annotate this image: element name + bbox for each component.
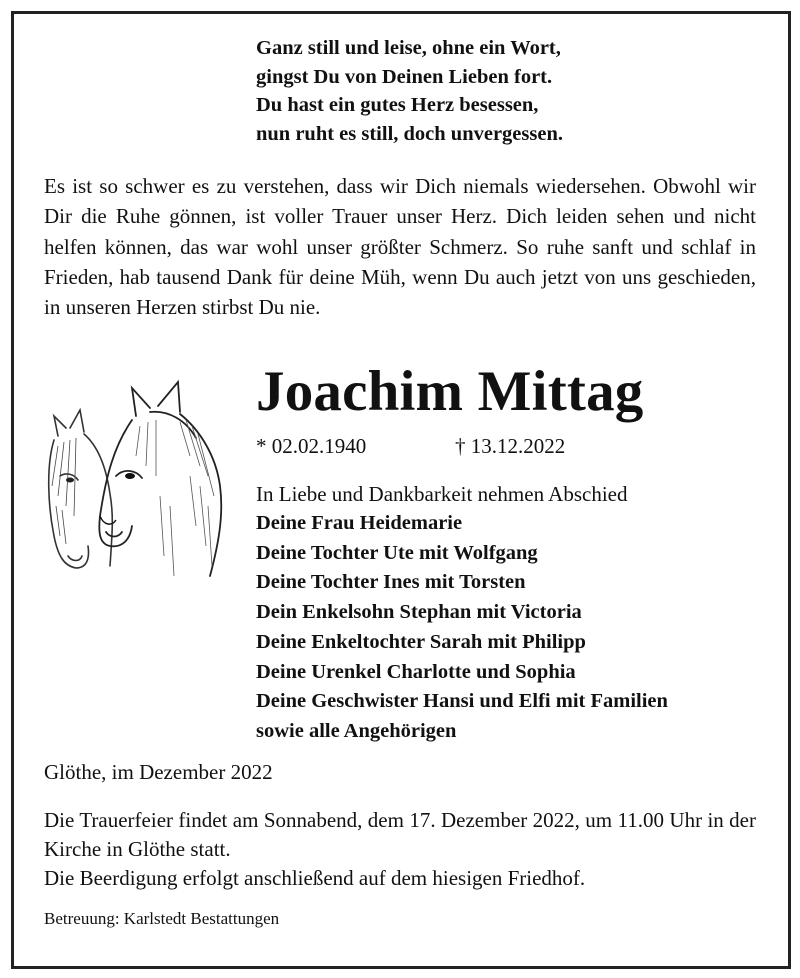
mourner-line: Deine Tochter Ute mit Wolfgang <box>256 541 538 564</box>
place-date: Glöthe, im Dezember 2022 <box>44 760 273 784</box>
poem-line: gingst Du von Deinen Lieben fort. <box>256 65 553 88</box>
funeral-service-text: Die Trauerfeier findet am Sonnabend, dem 17. Dezember 2022, um 11.00 Uhr in der Kirche in Glöthe statt. <box>44 808 756 861</box>
death-date: † 13.12.2022 <box>455 434 566 458</box>
funeral-info <box>44 806 756 893</box>
poem-line: Du hast ein gutes Herz besessen, <box>256 94 539 116</box>
mourner-line: sowie alle Angehörigen <box>256 719 457 742</box>
deceased-name: Joachim Mittag <box>256 360 644 423</box>
mourners-list <box>256 509 668 747</box>
mourner-line: Deine Tochter Ines mit Torsten <box>256 571 526 594</box>
mourner-line: Dein Enkelsohn Stephan mit Victoria <box>256 601 582 624</box>
poem-line: Ganz still und leise, ohne ein Wort, <box>256 37 561 59</box>
memorial-prose: Es ist so schwer es zu verstehen, dass wir Dich niemals wiedersehen. Obwohl wir Dir die Ruhe gönnen, ist voller Trauer unser Herz. Dich leiden sehen und nicht helfen können, das war wohl unser größter Schmerz. So ruhe sanft und schlaf in Frieden, hab tausend Dank für deine Müh, wenn Du auch jetzt von uns geschieden, in unseren Herzen stirbst Du nie. <box>44 174 756 320</box>
mourner-line: Deine Urenkel Charlotte und Sophia <box>256 660 576 683</box>
memorial-poem <box>256 34 563 148</box>
mourner-line: Deine Geschwister Hansi und Elfi mit Familien <box>256 690 668 713</box>
birth-date: * 02.02.1940 <box>256 434 367 458</box>
mourner-line: Deine Frau Heidemarie <box>256 512 463 534</box>
undertaker-credit: Betreuung: Karlstedt Bestattungen <box>44 909 280 928</box>
burial-text: Die Beerdigung erfolgt anschließend auf dem hiesigen Friedhof. <box>44 866 586 890</box>
mourner-line: Deine Enkeltochter Sarah mit Philipp <box>256 630 586 653</box>
farewell-intro: In Liebe und Dankbarkeit nehmen Abschied <box>256 482 628 506</box>
horses-illustration-icon <box>40 376 230 596</box>
poem-line: nun ruht es still, doch unvergessen. <box>256 122 563 145</box>
